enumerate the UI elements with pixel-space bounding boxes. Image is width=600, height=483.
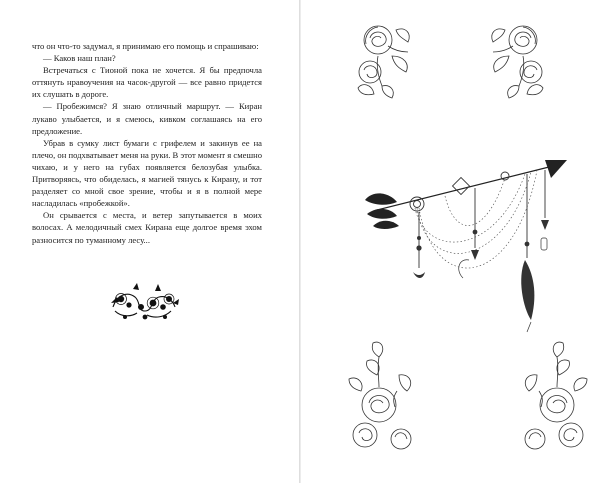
right-page xyxy=(301,0,600,483)
paragraph: Убрав в сумку лист бумаги с грифелем и закинув ее на плечо, он подхватывает меня на руки. В этот момент я смешно чихаю, и у него на губах появляется белозубая улыбка. Притворяясь, что обиделась, я магией тянусь к Кирану, и тот разделяет со мной свое зрение, чтобы и я в полной мере насладилась «пробежкой». xyxy=(32,137,262,209)
paragraph: — Каков наш план? xyxy=(43,53,116,64)
rose-corner-icon xyxy=(487,16,549,102)
paragraph: Встречаться с Тионой пока не хочется. Я бы предпочла оттянуть нравоучения на часок-другой — все равно придется их слушать в дороге. xyxy=(32,65,262,100)
paragraph: Он срывается с места, и ветер запутывается в моих волосах. А мелодичный смех Кирана еще долгое время эхом разносится по туманному лесу... xyxy=(32,210,262,245)
rose-corner-icon xyxy=(515,335,593,455)
arrow-with-beads-and-feathers-icon xyxy=(355,148,575,338)
rose-corner-icon xyxy=(352,16,414,102)
paragraph: — Пробежимся? Я знаю отличный маршрут. — Киран лукаво улыбается, и я смеюсь, кивком соглашаясь на его предложение. xyxy=(32,101,262,136)
left-page xyxy=(0,0,299,483)
story-text xyxy=(32,40,262,246)
dragon-vignette-icon xyxy=(107,277,183,325)
paragraph: что он что-то задумал, я принимаю его помощь и спрашиваю: xyxy=(32,41,259,51)
rose-corner-icon xyxy=(343,335,421,455)
